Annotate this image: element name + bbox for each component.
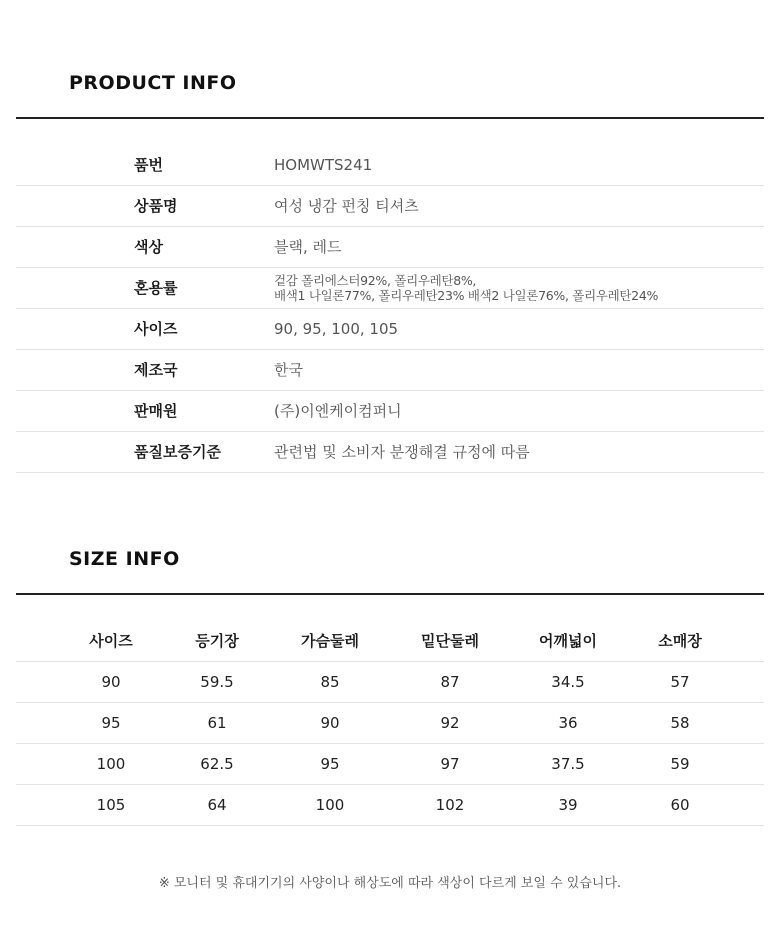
table-row bbox=[16, 744, 764, 785]
info-row-size bbox=[16, 309, 764, 350]
info-value: 한국 bbox=[274, 361, 303, 379]
size-info-table bbox=[16, 621, 764, 826]
info-row-color bbox=[16, 227, 764, 268]
table-cell: 95 bbox=[320, 755, 340, 773]
product-info-table bbox=[16, 145, 764, 473]
table-cell: 85 bbox=[320, 673, 340, 691]
table-cell: 39 bbox=[558, 796, 578, 814]
info-label: 판매원 bbox=[134, 402, 178, 420]
table-cell: 62.5 bbox=[200, 755, 234, 773]
table-cell: 100 bbox=[315, 796, 345, 814]
table-cell: 59.5 bbox=[200, 673, 234, 691]
material-line-1: 겉감 폴리에스터92%, 폴리우레탄8%, bbox=[274, 273, 477, 288]
table-row bbox=[16, 703, 764, 744]
size-info-title: SIZE INFO bbox=[69, 548, 180, 570]
table-cell: 59 bbox=[670, 755, 690, 773]
info-label: 품번 bbox=[134, 156, 163, 174]
table-cell: 92 bbox=[440, 714, 460, 732]
table-cell: 105 bbox=[96, 796, 126, 814]
info-value-material bbox=[274, 273, 658, 313]
size-info-divider bbox=[16, 593, 764, 595]
material-line-2: 배색1 나일론77%, 폴리우레탄23% 배색2 나일론76%, 폴리우레탄24% bbox=[274, 288, 659, 303]
info-label: 혼용률 bbox=[134, 279, 178, 297]
table-cell: 102 bbox=[435, 796, 465, 814]
table-cell: 97 bbox=[440, 755, 460, 773]
info-label: 색상 bbox=[134, 238, 163, 256]
table-cell: 61 bbox=[207, 714, 227, 732]
info-value: 관련법 및 소비자 분쟁해결 규정에 따름 bbox=[274, 443, 530, 461]
info-label: 품질보증기준 bbox=[134, 443, 221, 461]
table-cell: 90 bbox=[320, 714, 340, 732]
info-value: HOMWTS241 bbox=[274, 156, 373, 174]
info-row-product-name bbox=[16, 186, 764, 227]
size-table-header bbox=[16, 621, 764, 662]
table-cell: 64 bbox=[207, 796, 227, 814]
color-disclaimer: ※ 모니터 및 휴대기기의 사양이나 해상도에 따라 색상이 다르게 보일 수 있습니다. bbox=[158, 876, 622, 891]
table-row bbox=[16, 662, 764, 703]
table-cell: 58 bbox=[670, 714, 690, 732]
product-info-title: PRODUCT INFO bbox=[69, 72, 237, 94]
column-header: 가슴둘레 bbox=[301, 632, 359, 650]
product-info-divider bbox=[16, 117, 764, 119]
column-header: 어깨넓이 bbox=[539, 632, 597, 650]
info-value: 여성 냉감 펀칭 티셔츠 bbox=[274, 197, 419, 215]
info-value: 90, 95, 100, 105 bbox=[274, 320, 399, 338]
column-header: 등기장 bbox=[195, 632, 239, 650]
table-cell: 60 bbox=[670, 796, 690, 814]
table-cell: 90 bbox=[101, 673, 121, 691]
info-label: 상품명 bbox=[134, 197, 178, 215]
info-label: 제조국 bbox=[134, 361, 178, 379]
table-row bbox=[16, 785, 764, 826]
table-cell: 37.5 bbox=[551, 755, 585, 773]
info-row-quality-standard bbox=[16, 432, 764, 473]
info-row-country bbox=[16, 350, 764, 391]
column-header: 사이즈 bbox=[89, 632, 133, 650]
info-row-seller bbox=[16, 391, 764, 432]
table-cell: 87 bbox=[440, 673, 460, 691]
table-cell: 100 bbox=[96, 755, 126, 773]
table-cell: 36 bbox=[558, 714, 578, 732]
info-row-product-number bbox=[16, 145, 764, 186]
info-value: (주)이엔케이컴퍼니 bbox=[274, 402, 402, 420]
table-cell: 95 bbox=[101, 714, 121, 732]
table-cell: 34.5 bbox=[551, 673, 585, 691]
info-row-material bbox=[16, 268, 764, 309]
info-label: 사이즈 bbox=[134, 320, 178, 338]
column-header: 소매장 bbox=[658, 632, 702, 650]
info-value: 블랙, 레드 bbox=[274, 238, 342, 256]
table-cell: 57 bbox=[670, 673, 690, 691]
column-header: 밑단둘레 bbox=[421, 632, 479, 650]
